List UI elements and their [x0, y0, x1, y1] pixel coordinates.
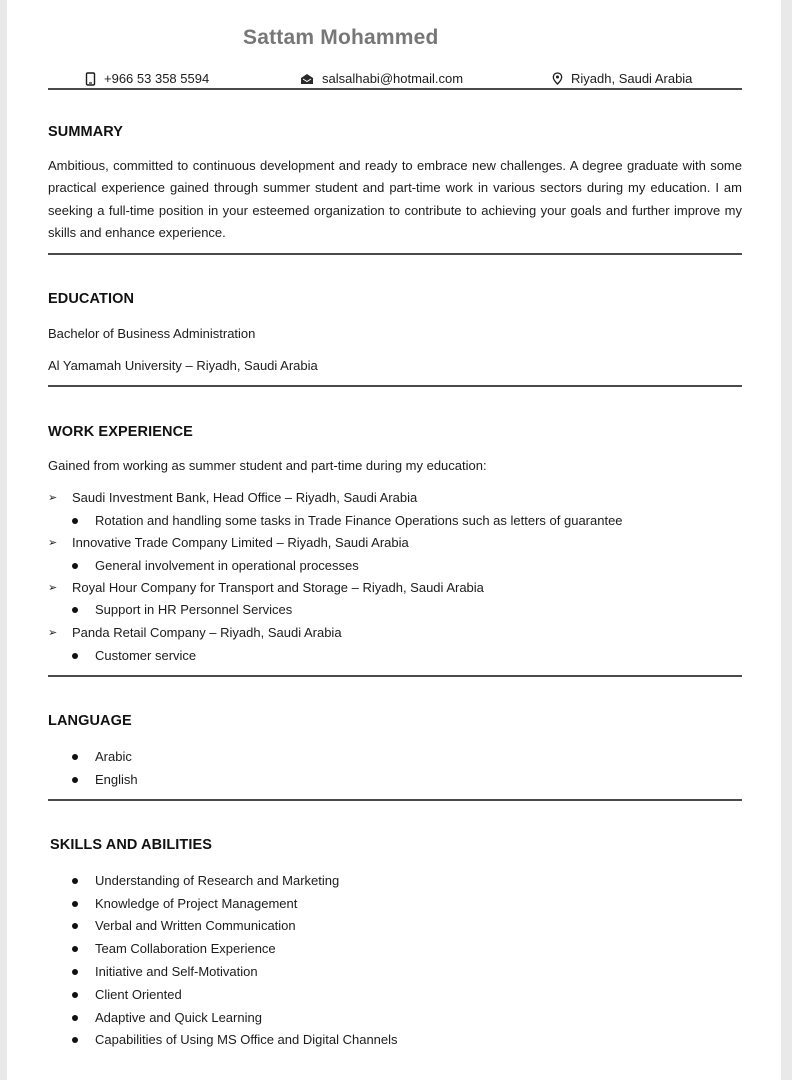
bullet-dot-icon [72, 901, 78, 907]
job-employer: Royal Hour Company for Transport and Storage – Riyadh, Saudi Arabia [72, 580, 484, 595]
skills-heading: SKILLS AND ABILITIES [50, 837, 213, 853]
skill-item [72, 987, 182, 1002]
contact-phone [85, 71, 209, 86]
bullet-dot-icon [72, 946, 78, 952]
skill-text: Verbal and Written Communication [95, 918, 296, 933]
job-detail-text: Rotation and handling some tasks in Trade Finance Operations such as letters of guarantee [95, 513, 623, 528]
bullet-dot-icon [72, 607, 78, 613]
education-divider [48, 385, 742, 387]
work-intro: Gained from working as summer student and part-time during my education: [48, 458, 487, 473]
job-employer: Innovative Trade Company Limited – Riyadh, Saudi Arabia [72, 535, 409, 550]
language-item [72, 749, 132, 764]
bullet-dot-icon [72, 923, 78, 929]
language-item [72, 772, 138, 787]
bullet-dot-icon [72, 518, 78, 524]
bullet-dot-icon [72, 1037, 78, 1043]
skill-text: Initiative and Self-Motivation [95, 964, 258, 979]
email-address[interactable]: salsalhabi@hotmail.com [322, 71, 464, 86]
bullet-dot-icon [72, 878, 78, 884]
bullet-dot-icon [72, 992, 78, 998]
job-detail [72, 648, 196, 663]
location-text: Riyadh, Saudi Arabia [571, 71, 693, 86]
skill-item [72, 964, 258, 979]
work-divider [48, 675, 742, 677]
language-heading: LANGUAGE [48, 713, 132, 729]
skill-text: Knowledge of Project Management [95, 896, 298, 911]
job-item [48, 580, 484, 595]
language-divider [48, 799, 742, 801]
bullet-dot-icon [72, 969, 78, 975]
summary-heading: SUMMARY [48, 124, 124, 140]
skill-item [72, 896, 297, 911]
job-employer: Saudi Investment Bank, Head Office – Riyadh, Saudi Arabia [72, 490, 418, 505]
job-item [48, 535, 409, 550]
bullet-dot-icon [72, 777, 78, 783]
phone-number: +966 53 358 5594 [104, 71, 210, 86]
job-detail-text: Customer service [95, 648, 197, 663]
contact-email [300, 71, 463, 86]
header-divider [48, 88, 742, 90]
job-detail-text: Support in HR Personnel Services [95, 602, 293, 617]
arrow-bullet-icon: ➢ [48, 537, 58, 549]
bullet-dot-icon [72, 563, 78, 569]
language-text: Arabic [95, 749, 132, 764]
candidate-name: Sattam Mohammed [243, 26, 439, 49]
job-detail [72, 558, 359, 573]
bullet-dot-icon [72, 1015, 78, 1021]
skill-text: Capabilities of Using MS Office and Digital Channels [95, 1032, 398, 1047]
skill-text: Understanding of Research and Marketing [95, 873, 340, 888]
job-detail [72, 513, 623, 528]
job-employer: Panda Retail Company – Riyadh, Saudi Arabia [72, 625, 342, 640]
work-heading: WORK EXPERIENCE [48, 424, 193, 440]
location-pin-icon [552, 72, 571, 85]
education-degree: Bachelor of Business Administration [48, 326, 256, 341]
skill-item [72, 941, 276, 956]
resume-page [7, 0, 781, 1080]
education-school: Al Yamamah University – Riyadh, Saudi Arabia [48, 358, 318, 373]
job-detail [72, 602, 292, 617]
skill-text: Team Collaboration Experience [95, 941, 276, 956]
skill-text: Client Oriented [95, 987, 182, 1002]
job-item [48, 490, 417, 505]
job-item [48, 625, 342, 640]
email-icon [300, 73, 322, 85]
skill-item [72, 873, 339, 888]
summary-divider [48, 253, 742, 255]
bullet-dot-icon [72, 754, 78, 760]
job-detail-text: General involvement in operational processes [95, 558, 359, 573]
arrow-bullet-icon: ➢ [48, 582, 58, 594]
skill-item [72, 1032, 398, 1047]
skill-item [72, 1010, 262, 1025]
education-heading: EDUCATION [48, 291, 135, 307]
skill-text: Adaptive and Quick Learning [95, 1010, 262, 1025]
language-text: English [95, 772, 138, 787]
phone-icon [85, 72, 104, 86]
arrow-bullet-icon: ➢ [48, 492, 58, 504]
bullet-dot-icon [72, 653, 78, 659]
contact-location [552, 71, 692, 86]
arrow-bullet-icon: ➢ [48, 627, 58, 639]
skill-item [72, 918, 296, 933]
summary-text: Ambitious, committed to continuous development and ready to embrace new challenges. A degree graduate with some practical experience gained through summer student and part-time work in various sectors during my education. I am seeking a full-time position in your esteemed organization to contribute to achieving your goals and further improve my skills and enhance experience. [48, 158, 742, 241]
